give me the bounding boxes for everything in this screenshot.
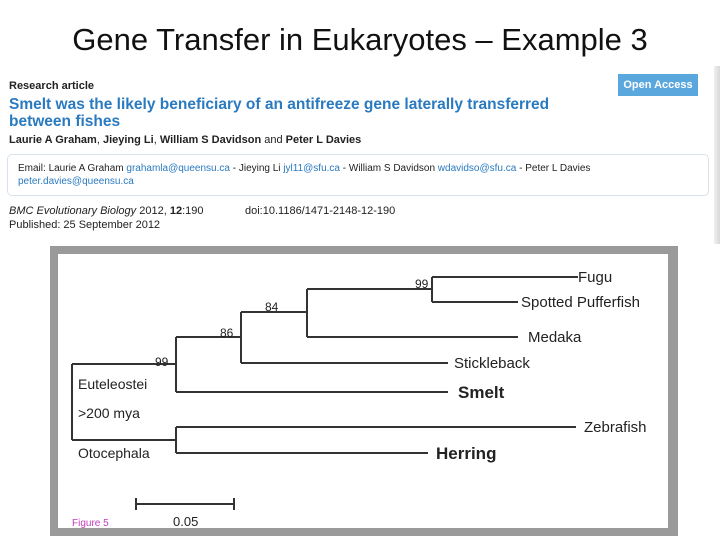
clade-labels	[78, 376, 150, 461]
email-separator: -	[339, 163, 349, 174]
scale-bar-label: 0.05	[173, 514, 199, 528]
bootstrap-label: 99	[155, 355, 169, 369]
bootstrap-label: 84	[265, 300, 279, 314]
email-separator: -	[229, 163, 239, 174]
journal-volume: 12	[169, 205, 183, 217]
bootstrap-label: 86	[220, 326, 234, 340]
author-name[interactable]: Laurie A Graham	[9, 134, 97, 146]
scale-bar	[136, 498, 234, 528]
bootstrap-label: 99	[415, 277, 429, 291]
doi-text[interactable]: doi:10.1186/1471-2148-12-190	[245, 205, 396, 217]
email-box	[7, 154, 709, 196]
open-access-badge[interactable]: Open Access	[618, 74, 698, 96]
slide-title: Gene Transfer in Eukaryotes – Example 3	[72, 22, 648, 57]
clade-otocephala: Otocephala	[78, 445, 150, 461]
phylogenetic-tree	[58, 254, 668, 528]
taxon-zebrafish: Zebrafish	[584, 419, 647, 436]
scale-bar-line	[136, 498, 234, 510]
email-author: Laurie A Graham	[48, 163, 124, 174]
scroll-edge	[714, 66, 720, 244]
article-title[interactable]	[9, 96, 669, 130]
email-link[interactable]: jyl11@sfu.ca	[283, 163, 340, 174]
author-list	[9, 134, 361, 146]
article-header	[0, 66, 720, 244]
taxon-herring: Herring	[436, 444, 497, 463]
clade-euteleostei: Euteleostei	[78, 376, 148, 392]
taxon-fugu: Fugu	[578, 269, 613, 286]
bootstrap-values	[155, 277, 429, 369]
email-prefix: Email:	[18, 163, 49, 174]
figure-caption: Figure 5	[72, 518, 109, 528]
article-title-line1: Smelt was the likely beneficiary of an antifreeze gene laterally transferred	[9, 96, 550, 113]
author-name[interactable]: Peter L Davies	[285, 134, 362, 146]
email-author: Jieying Li	[238, 163, 281, 174]
taxa-labels	[436, 269, 647, 463]
author-separator: and	[261, 134, 286, 146]
journal-citation	[9, 205, 204, 217]
journal-year: 2012,	[139, 205, 167, 217]
taxon-pufferfish: Spotted Pufferfish	[521, 294, 640, 311]
author-separator: ,	[153, 134, 160, 146]
figure-panel	[58, 254, 668, 528]
author-name[interactable]: Jieying Li	[102, 134, 154, 146]
published-date: Published: 25 September 2012	[9, 219, 161, 231]
taxon-stickleback: Stickleback	[454, 355, 530, 372]
author-name[interactable]: William S Davidson	[159, 134, 262, 146]
journal-pages: :190	[182, 205, 204, 217]
taxon-medaka: Medaka	[528, 329, 582, 346]
divergence-age: >200 mya	[78, 405, 140, 421]
email-author: Peter L Davies	[525, 163, 591, 174]
email-separator: -	[516, 163, 526, 174]
article-title-line2: between fishes	[9, 113, 121, 130]
email-link[interactable]: grahamla@queensu.ca	[126, 163, 230, 174]
article-type-label: Research article	[9, 80, 94, 92]
email-line	[18, 176, 134, 187]
journal-name: BMC Evolutionary Biology	[9, 205, 137, 217]
figure-frame	[50, 246, 678, 536]
email-line	[18, 163, 590, 174]
author-separator: ,	[96, 134, 103, 146]
taxon-smelt: Smelt	[458, 383, 505, 402]
email-link[interactable]: peter.davies@queensu.ca	[18, 176, 134, 187]
email-link[interactable]: wdavidso@sfu.ca	[437, 163, 517, 174]
email-author: William S Davidson	[348, 163, 436, 174]
